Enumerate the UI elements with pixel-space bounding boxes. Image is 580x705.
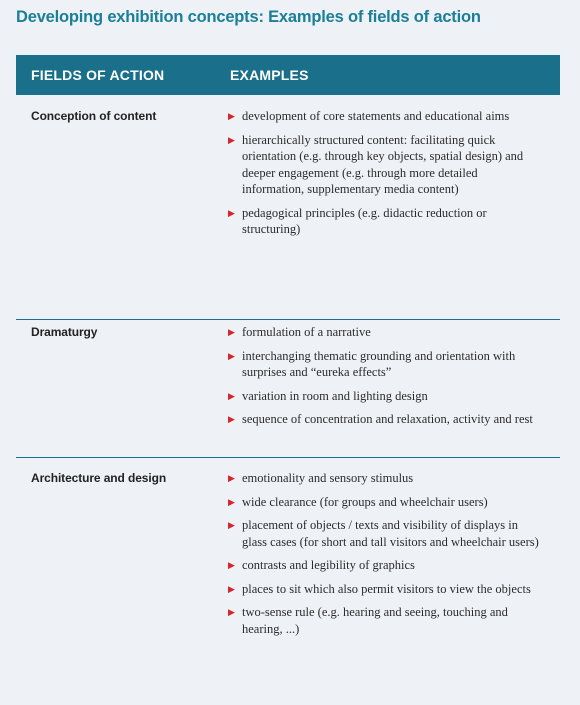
item-text: interchanging thematic grounding and orientation with surprises and “eureka effects”	[242, 348, 516, 379]
list-item	[228, 411, 560, 428]
bullet-icon: ▶	[228, 111, 235, 121]
bullet-icon: ▶	[228, 414, 235, 424]
list-item	[228, 557, 560, 574]
field-name: Dramaturgy	[31, 325, 98, 339]
item-text: development of core statements and educational aims	[242, 109, 510, 123]
item-text: emotionality and sensory stimulus	[242, 471, 414, 485]
list-item	[228, 470, 560, 487]
bullet-icon: ▶	[228, 207, 235, 218]
bullet-icon: ▶	[228, 583, 235, 594]
item-text: contrasts and legibility of graphics	[242, 558, 415, 572]
table-row	[16, 458, 560, 644]
fields-of-action-table	[16, 55, 560, 644]
bullet-icon: ▶	[228, 134, 235, 145]
examples-list	[214, 470, 560, 644]
item-text: places to sit which also permit visitors to view the objects	[242, 581, 531, 596]
list-item	[228, 388, 560, 405]
item-text: formulation of a narrative	[242, 325, 371, 339]
item-text: hierarchically structured content: facilitating quick orientation (e.g. through key objects, spatial design) and deeper engagement (e.g. through more detailed information, supplementary media content)	[242, 132, 524, 196]
list-item	[228, 604, 560, 637]
examples-list	[214, 324, 560, 457]
list-item	[228, 108, 560, 125]
bullet-icon: ▶	[228, 327, 235, 337]
list-item	[228, 581, 560, 598]
list-item	[228, 205, 560, 238]
bullet-icon: ▶	[228, 607, 235, 617]
table-row	[16, 320, 560, 458]
header-examples: EXAMPLES	[230, 67, 309, 83]
bullet-icon: ▶	[228, 390, 235, 401]
bullet-icon: ▶	[228, 496, 235, 507]
header-fields-of-action: FIELDS OF ACTION	[31, 67, 165, 83]
item-text: wide clearance (for groups and wheelchair users)	[242, 494, 488, 509]
field-name: Architecture and design	[31, 471, 167, 485]
list-item	[228, 132, 560, 198]
bullet-icon: ▶	[228, 560, 235, 570]
list-item	[228, 324, 560, 341]
examples-list	[214, 108, 560, 319]
list-item	[228, 517, 560, 550]
item-text: variation in room and lighting design	[242, 388, 428, 403]
bullet-icon: ▶	[228, 473, 235, 483]
bullet-icon: ▶	[228, 350, 235, 361]
table-row	[16, 95, 560, 320]
item-text: sequence of concentration and relaxation, activity and rest	[242, 412, 533, 426]
list-item	[228, 348, 560, 381]
field-name: Conception of content	[31, 109, 157, 123]
table-header	[16, 55, 560, 95]
list-item	[228, 494, 560, 511]
item-text: two-sense rule (e.g. hearing and seeing, touching and hearing, ...)	[242, 605, 508, 636]
item-text: pedagogical principles (e.g. didactic reduction or structuring)	[242, 205, 487, 236]
bullet-icon: ▶	[228, 520, 235, 530]
item-text: placement of objects / texts and visibility of displays in glass cases (for short and tall visitors and wheelchair users)	[242, 518, 539, 549]
page-title: Developing exhibition concepts: Examples of fields of action	[16, 8, 481, 26]
